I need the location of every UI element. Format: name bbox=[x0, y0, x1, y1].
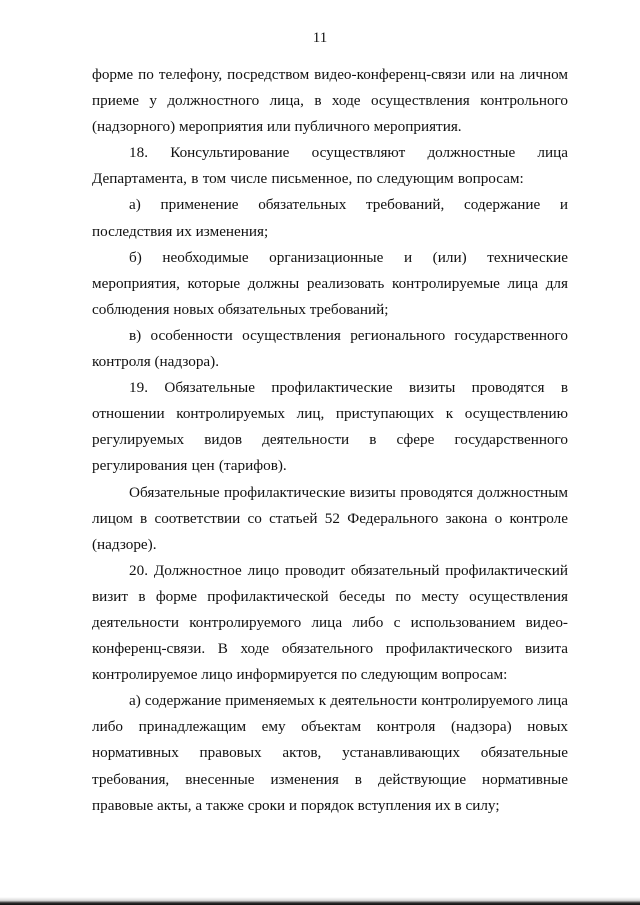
paragraph-19-visits: Обязательные профилактические визиты проводятся должностным лицом в соответствии со статьей 52 Федерального закона о контроле (надзоре). bbox=[92, 483, 568, 553]
document-body bbox=[92, 62, 568, 819]
paragraph-20-item-a: а) содержание применяемых к деятельности контролируемого лица либо принадлежащим ему объектам контроля (надзора) новых нормативных правовых актов, устанавливающих обязательные требования, внесенные изменения в действующие нормативные правовые акты, а также сроки и порядок вступления их в силу; bbox=[92, 692, 568, 814]
paragraph-18-item-c: в) особенности осуществления регионального государственного контроля (надзора). bbox=[92, 326, 568, 371]
paragraph-18-item-a: а) применение обязательных требований, содержание и последствия их изменения; bbox=[92, 196, 568, 240]
paragraph-18-item-b: б) необходимые организационные и (или) технические мероприятия, которые должны реализовать контролируемые лица для соблюдения новых обязательных требований; bbox=[92, 248, 568, 318]
scan-bottom-edge bbox=[0, 897, 640, 905]
paragraph-19: 19. Обязательные профилактические визиты проводятся в отношении контролируемых лиц, приступающих к осуществлению регулируемых видов деятельности в сфере государственного регулирования цен (тарифов). bbox=[92, 379, 568, 475]
paragraph-20: 20. Должностное лицо проводит обязательный профилактический визит в форме профилактической беседы по месту осуществления деятельности контролируемого лица либо с использованием видео-конференц-связи. В ходе обязательного профилактического визита контролируемое лицо информируется по следующим вопросам: bbox=[92, 561, 568, 684]
paragraph-18: 18. Консультирование осуществляют должностные лица Департамента, в том числе письменное, по следующим вопросам: bbox=[92, 144, 568, 188]
paragraph-consultation-forms-continued: форме по телефону, посредством видео-конференц-связи или на личном приеме у должностного лица, в ходе осуществления контрольного (надзорного) мероприятия или публичного мероприятия. bbox=[92, 66, 568, 136]
page-number: 11 bbox=[312, 30, 328, 46]
